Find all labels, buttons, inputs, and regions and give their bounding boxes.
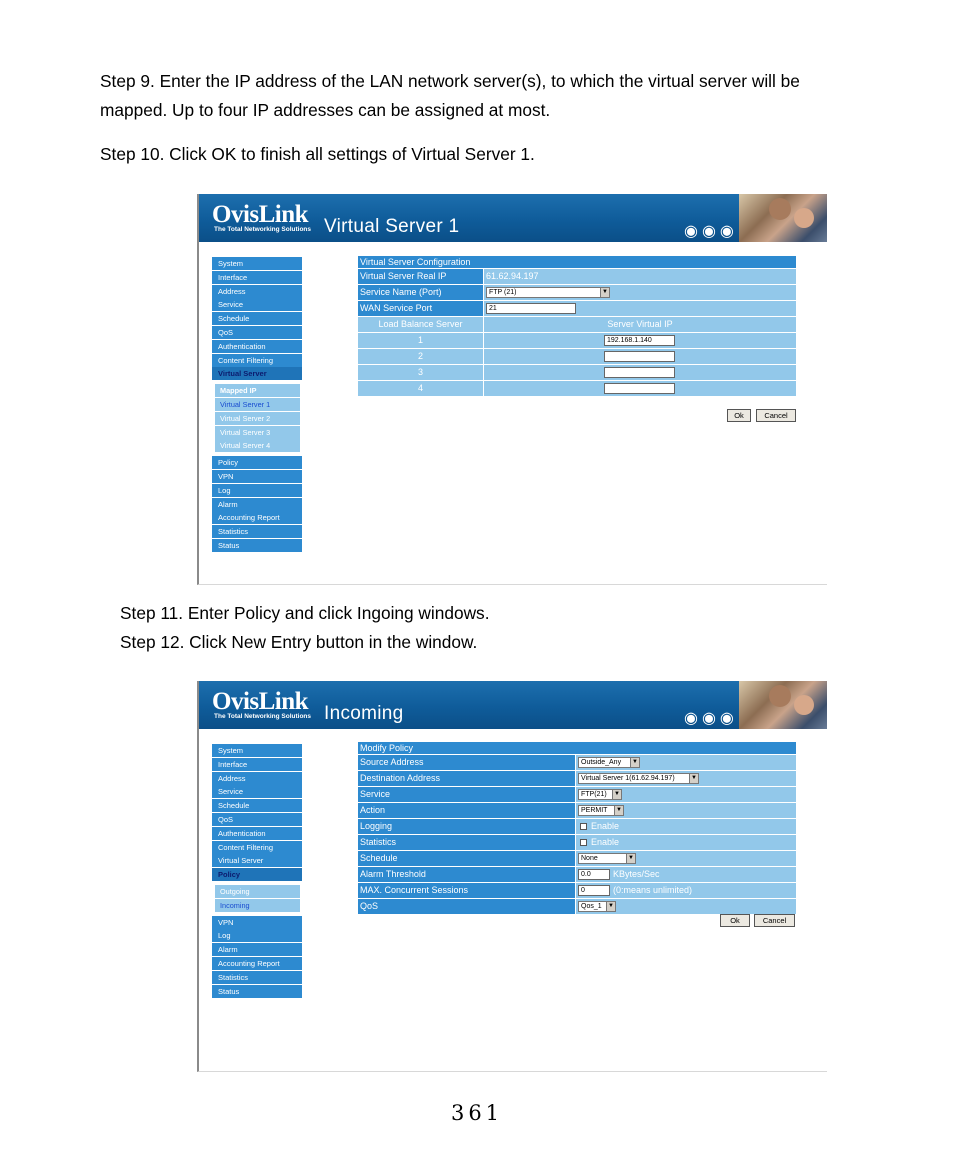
menu-item-alarm[interactable]: Alarm xyxy=(212,943,302,956)
virtual-server-config-table xyxy=(358,256,796,396)
table-row xyxy=(358,851,796,866)
header-photo xyxy=(739,194,827,242)
sidebar-menu xyxy=(212,744,302,998)
brand-logo: OvisLink xyxy=(212,688,309,715)
submenu-incoming[interactable]: Incoming xyxy=(215,899,300,912)
server-number: 3 xyxy=(358,365,483,380)
chevron-down-icon: ▼ xyxy=(614,806,623,815)
header-photo xyxy=(739,681,827,729)
menu-item-statistics[interactable]: Statistics xyxy=(212,525,302,538)
menu-item-interface[interactable]: Interface xyxy=(212,271,302,284)
table-row xyxy=(358,803,796,818)
ok-button[interactable]: Ok xyxy=(727,409,751,422)
submenu-virtual-server-3[interactable]: Virtual Server 3 xyxy=(215,426,300,439)
screenshot-virtual-server xyxy=(197,194,827,585)
table-heading: Virtual Server Configuration xyxy=(358,256,796,268)
logging-label: Logging xyxy=(358,819,575,834)
table-row xyxy=(358,349,796,364)
statistics-enable-label: Enable xyxy=(591,837,620,847)
step11-text: Step 11. Enter Policy and click Ingoing windows. xyxy=(120,603,490,623)
menu-item-status[interactable]: Status xyxy=(212,539,302,552)
table-row xyxy=(358,819,796,834)
logging-checkbox[interactable] xyxy=(580,823,587,830)
menu-item-statistics[interactable]: Statistics xyxy=(212,971,302,984)
table-row xyxy=(358,787,796,802)
chevron-down-icon: ▼ xyxy=(612,790,621,799)
app-header xyxy=(199,194,827,242)
statistics-checkbox[interactable] xyxy=(580,839,587,846)
qos-select[interactable] xyxy=(578,901,616,912)
statistics-label: Statistics xyxy=(358,835,575,850)
table-row xyxy=(358,269,796,284)
app-header xyxy=(199,681,827,729)
menu-item-system[interactable]: System xyxy=(212,257,302,270)
alarm-threshold-input[interactable]: 0.0 xyxy=(578,869,610,880)
submenu-virtual-server-1[interactable]: Virtual Server 1 xyxy=(215,398,300,411)
table-row xyxy=(358,771,796,786)
step10-text: Step 10. Click OK to finish all settings of Virtual Server 1. xyxy=(100,144,535,164)
chevron-down-icon: ▼ xyxy=(626,854,635,863)
menu-item-alarm[interactable]: Alarm xyxy=(212,498,302,511)
menu-item-qos[interactable]: QoS xyxy=(212,813,302,826)
sidebar-menu xyxy=(212,257,302,553)
menu-item-authentication[interactable]: Authentication xyxy=(212,340,302,353)
table-row xyxy=(358,317,796,332)
table-row xyxy=(358,285,796,300)
brand-tagline: The Total Networking Solutions xyxy=(214,226,312,233)
table-row xyxy=(358,365,796,380)
menu-item-content-filtering[interactable]: Content Filtering xyxy=(212,354,302,367)
ok-button[interactable]: Ok xyxy=(720,914,750,927)
chevron-down-icon: ▼ xyxy=(600,288,609,297)
menu-item-log[interactable]: Log xyxy=(212,929,302,942)
real-ip-label: Virtual Server Real IP xyxy=(358,269,483,284)
max-sessions-hint: (0:means unlimited) xyxy=(613,885,693,895)
menu-item-service[interactable]: Service xyxy=(212,298,302,311)
menu-item-accounting-report[interactable]: Accounting Report xyxy=(212,957,302,970)
server-ip-input-3[interactable] xyxy=(604,367,675,378)
table-row xyxy=(358,835,796,850)
menu-item-address[interactable]: Address xyxy=(212,285,302,298)
max-sessions-input[interactable]: 0 xyxy=(578,885,610,896)
table-row xyxy=(358,883,796,898)
page-title: Virtual Server 1 xyxy=(324,216,460,237)
table-row xyxy=(358,867,796,882)
cancel-button[interactable]: Cancel xyxy=(754,914,795,927)
table-row xyxy=(358,381,796,396)
menu-item-address[interactable]: Address xyxy=(212,772,302,785)
server-number: 4 xyxy=(358,381,483,396)
col-header-virtual-ip: Server Virtual IP xyxy=(484,317,796,332)
service-name-label: Service Name (Port) xyxy=(358,285,483,300)
modify-policy-table xyxy=(358,742,796,914)
menu-item-content-filtering[interactable]: Content Filtering xyxy=(212,841,302,854)
service-select[interactable] xyxy=(578,789,622,800)
chevron-down-icon: ▼ xyxy=(689,774,698,783)
wan-port-label: WAN Service Port xyxy=(358,301,483,316)
max-sessions-label: MAX. Concurrent Sessions xyxy=(358,883,575,898)
page-number: 361 xyxy=(450,1101,504,1125)
service-name-select[interactable] xyxy=(486,287,610,298)
menu-item-qos[interactable]: QoS xyxy=(212,326,302,339)
qos-value: Qos_1 xyxy=(581,903,602,910)
menu-item-status[interactable]: Status xyxy=(212,985,302,998)
action-value: PERMIT xyxy=(581,807,608,814)
menu-item-policy[interactable]: Policy xyxy=(212,868,302,881)
wan-port-input[interactable]: 21 xyxy=(486,303,576,314)
schedule-value: None xyxy=(581,855,598,862)
brand-tagline: The Total Networking Solutions xyxy=(214,713,312,720)
globe-icon: ◉◉◉ xyxy=(684,710,738,727)
service-label: Service xyxy=(358,787,575,802)
source-address-select[interactable] xyxy=(578,757,640,768)
alarm-threshold-label: Alarm Threshold xyxy=(358,867,575,882)
cancel-button[interactable]: Cancel xyxy=(756,409,796,422)
server-ip-input-4[interactable] xyxy=(604,383,675,394)
menu-item-log[interactable]: Log xyxy=(212,484,302,497)
service-name-value: FTP (21) xyxy=(489,289,517,296)
submenu-outgoing[interactable]: Outgoing xyxy=(215,885,300,898)
server-ip-input-2[interactable] xyxy=(604,351,675,362)
step9-text: Step 9. Enter the IP address of the LAN network server(s), to which the virtual server will be xyxy=(100,71,800,91)
chevron-down-icon: ▼ xyxy=(630,758,639,767)
wan-port-cell xyxy=(484,301,796,316)
table-row xyxy=(358,333,796,348)
qos-label: QoS xyxy=(358,899,575,914)
submenu-mapped-ip[interactable]: Mapped IP xyxy=(215,384,300,397)
destination-address-value: Virtual Server 1(61.62.94.197) xyxy=(581,775,675,782)
page-title: Incoming xyxy=(324,703,404,724)
brand-logo: OvisLink xyxy=(212,201,309,228)
table-heading: Modify Policy xyxy=(358,742,796,754)
server-number: 2 xyxy=(358,349,483,364)
service-name-cell xyxy=(484,285,796,300)
menu-item-system[interactable]: System xyxy=(212,744,302,757)
schedule-select[interactable] xyxy=(578,853,636,864)
table-row xyxy=(358,899,796,914)
schedule-label: Schedule xyxy=(358,851,575,866)
action-label: Action xyxy=(358,803,575,818)
source-address-label: Source Address xyxy=(358,755,575,770)
screenshot-incoming-policy xyxy=(197,681,827,1072)
destination-address-select[interactable] xyxy=(578,773,699,784)
menu-item-interface[interactable]: Interface xyxy=(212,758,302,771)
menu-item-virtual-server[interactable]: Virtual Server xyxy=(212,854,302,867)
server-number: 1 xyxy=(358,333,483,348)
step9-continuation: mapped. Up to four IP addresses can be assigned at most. xyxy=(100,100,551,120)
menu-item-vpn[interactable]: VPN xyxy=(212,470,302,483)
menu-item-service[interactable]: Service xyxy=(212,785,302,798)
logging-enable-label: Enable xyxy=(591,821,620,831)
menu-item-schedule[interactable]: Schedule xyxy=(212,799,302,812)
source-address-value: Outside_Any xyxy=(581,759,622,766)
destination-address-label: Destination Address xyxy=(358,771,575,786)
chevron-down-icon: ▼ xyxy=(606,902,615,911)
menu-item-policy[interactable]: Policy xyxy=(212,456,302,469)
alarm-threshold-unit: KBytes/Sec xyxy=(613,869,660,879)
table-row xyxy=(358,755,796,770)
menu-item-virtual-server[interactable]: Virtual Server xyxy=(212,367,302,380)
submenu-virtual-server-4[interactable]: Virtual Server 4 xyxy=(215,439,300,452)
server-ip-input-1[interactable]: 192.168.1.140 xyxy=(604,335,675,346)
action-select[interactable] xyxy=(578,805,624,816)
real-ip-value: 61.62.94.197 xyxy=(484,269,796,284)
menu-item-schedule[interactable]: Schedule xyxy=(212,312,302,325)
step12-text: Step 12. Click New Entry button in the window. xyxy=(120,632,478,652)
menu-item-vpn[interactable]: VPN xyxy=(212,916,302,929)
service-value: FTP(21) xyxy=(581,791,607,798)
col-header-load-balance: Load Balance Server xyxy=(358,317,483,332)
submenu-virtual-server-2[interactable]: Virtual Server 2 xyxy=(215,412,300,425)
globe-icon: ◉◉◉ xyxy=(684,223,738,240)
table-row xyxy=(358,301,796,316)
menu-item-authentication[interactable]: Authentication xyxy=(212,827,302,840)
menu-item-accounting-report[interactable]: Accounting Report xyxy=(212,511,302,524)
